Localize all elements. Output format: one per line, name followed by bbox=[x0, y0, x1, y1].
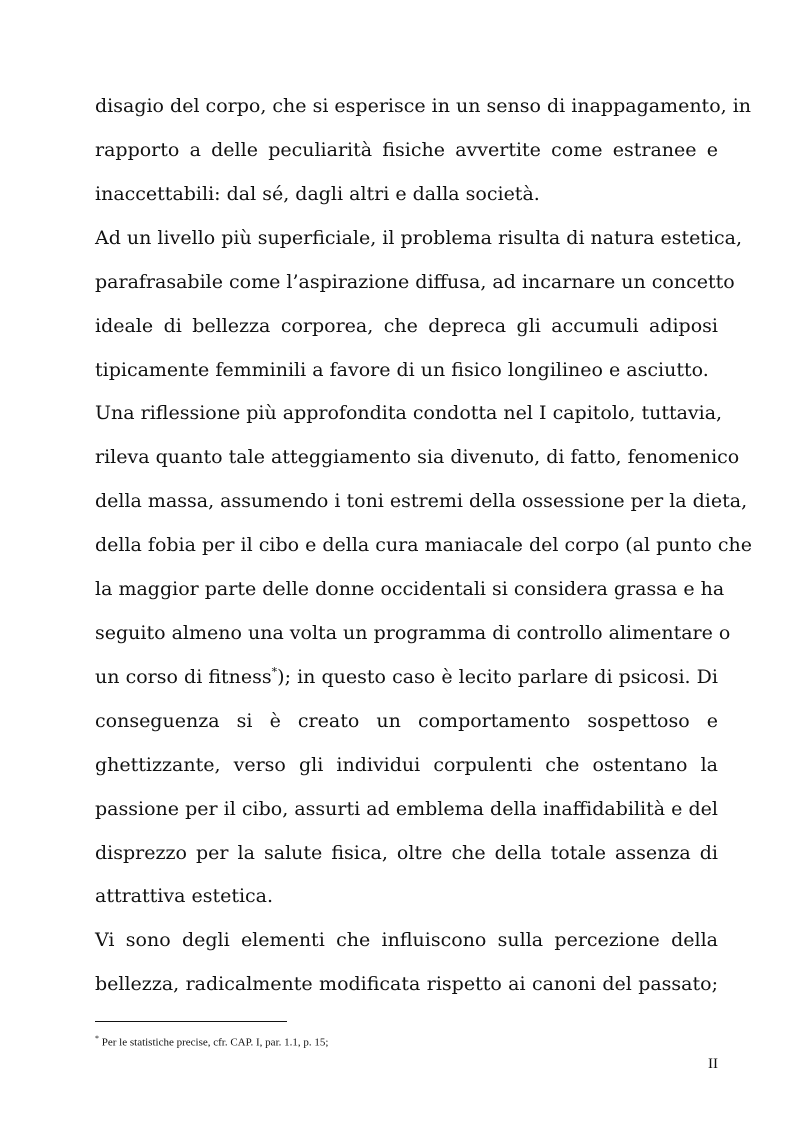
text-line: parafrasabile come l’aspirazione diffusa, ad incarnare un concetto bbox=[95, 271, 735, 293]
text-line: bellezza, radicalmente modificata rispetto ai canoni del passato; bbox=[95, 973, 718, 995]
text-line: disprezzo per la salute fisica, oltre che della totale assenza di bbox=[95, 842, 718, 864]
text-line: conseguenza si è creato un comportamento sospettoso e bbox=[95, 710, 718, 732]
footnote-marker: * bbox=[95, 1034, 99, 1043]
text-line: disagio del corpo, che si esperisce in un senso di inappagamento, in bbox=[95, 95, 752, 117]
text-line: passione per il cibo, assurti ad emblema della inaffidabilità e del bbox=[95, 798, 718, 820]
text-line: rileva quanto tale atteggiamento sia divenuto, di fatto, fenomenico bbox=[95, 446, 740, 468]
footnote bbox=[95, 1032, 328, 1050]
text-fragment: ); in questo caso è lecito parlare di psicosi. Di bbox=[277, 666, 718, 688]
text-line: Ad un livello più superficiale, il problema risulta di natura estetica, bbox=[95, 227, 743, 249]
text-line: Vi sono degli elementi che influiscono sulla percezione della bbox=[95, 929, 718, 951]
text-line: inaccettabili: dal sé, dagli altri e dalla società. bbox=[95, 183, 540, 205]
text-line: rapporto a delle peculiarità fisiche avvertite come estranee e bbox=[95, 139, 718, 161]
footnote-text: Per le statistiche precise, cfr. CAP. I, par. 1.1, p. 15; bbox=[99, 1036, 329, 1049]
text-line: ghettizzante, verso gli individui corpulenti che ostentano la bbox=[95, 754, 718, 776]
text-line: ideale di bellezza corporea, che depreca gli accumuli adiposi bbox=[95, 315, 718, 337]
text-line: attrattiva estetica. bbox=[95, 885, 274, 907]
text-line-with-footnote-ref bbox=[95, 665, 718, 689]
text-fragment: un corso di fitness bbox=[95, 666, 272, 688]
footnote-divider bbox=[95, 1021, 287, 1022]
text-line: tipicamente femminili a favore di un fisico longilineo e asciutto. bbox=[95, 359, 709, 381]
text-line: della massa, assumendo i toni estremi della ossessione per la dieta, bbox=[95, 490, 748, 512]
page-number: II bbox=[708, 1056, 718, 1072]
footnote-reference[interactable]: * bbox=[271, 665, 278, 679]
text-line: seguito almeno una volta un programma di controllo alimentare o bbox=[95, 622, 731, 644]
text-line: Una riflessione più approfondita condotta nel I capitolo, tuttavia, bbox=[95, 402, 723, 424]
text-line: della fobia per il cibo e della cura maniacale del corpo (al punto che bbox=[95, 534, 752, 556]
text-line: la maggior parte delle donne occidentali si considera grassa e ha bbox=[95, 578, 725, 600]
